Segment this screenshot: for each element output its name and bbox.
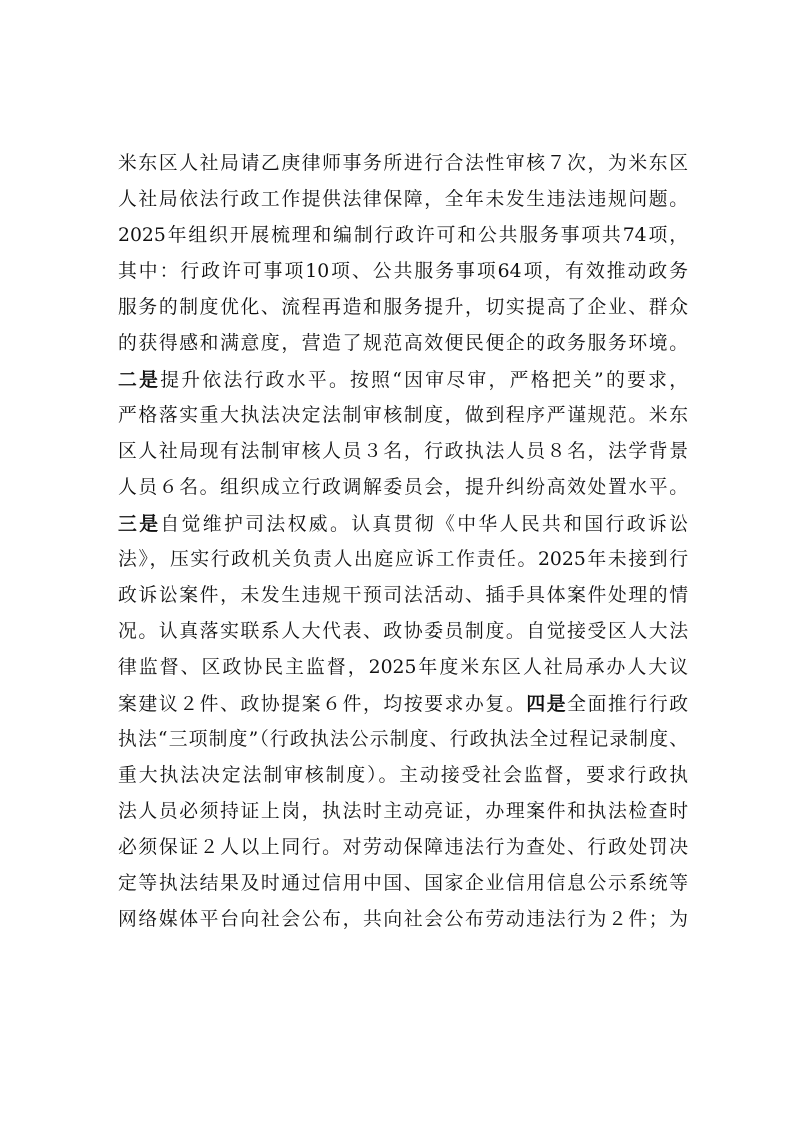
text-line: 人员６名。组织成立行政调解委员会，提升纠纷高效处置水平。 [118, 477, 688, 498]
text-line: 法人员必须持证上岗，执法时主动亮证，办理案件和执法检查时 [118, 801, 688, 822]
point-three-heading: 三是 [118, 513, 161, 535]
text-line: 区人社局现有法制审核人员３名，行政执法人员８名，法学背景 [118, 441, 688, 462]
point-two-heading: 二是 [118, 369, 161, 391]
text-line: 人社局依法行政工作提供法律保障，全年未发生违法违规问题。 [118, 189, 688, 210]
text-line: 网络媒体平台向社会公布，共向社会公布劳动违法行为２件；为 [118, 909, 688, 930]
text-line: 况。认真落实联系人大代表、政协委员制度。自觉接受区人大法 [118, 621, 688, 642]
text-line: 必须保证２人以上同行。对劳动保障违法行为查处、行政处罚决 [118, 837, 688, 858]
text-line: 严格落实重大执法决定法制审核制度，做到程序严谨规范。米东 [118, 405, 688, 426]
point-four-heading: 四是 [526, 693, 568, 715]
text-line: 三是自觉维护司法权威。认真贯彻《中华人民共和国行政诉讼 [118, 513, 689, 535]
body-paragraph [118, 146, 688, 938]
text-line: 二是提升依法行政水平。按照“因审尽审，严格把关”的要求， [118, 369, 689, 391]
text-line: 政诉讼案件，未发生违规干预司法活动、插手具体案件处理的情 [118, 585, 688, 606]
text-line: 定等执法结果及时通过信用中国、国家企业信用信息公示系统等 [118, 873, 688, 894]
text-line: 米东区人社局请乙庚律师事务所进行合法性审核７次，为米东区 [118, 153, 688, 174]
text-line: 重大执法决定法制审核制度）。主动接受社会监督，要求行政执 [118, 765, 688, 786]
text-line: 律监督、区政协民主监督，2025年度米东区人社局承办人大议 [118, 657, 688, 678]
text-line: 执法“三项制度”（行政执法公示制度、行政执法全过程记录制度、 [118, 729, 688, 750]
text-line: 2025年组织开展梳理和编制行政许可和公共服务事项共74项， [118, 225, 688, 246]
text-line: 案建议２件、政协提案６件，均按要求办复。四是全面推行行政 [118, 693, 689, 715]
text-line: 法》，压实行政机关负责人出庭应诉工作责任。2025年未接到行 [118, 549, 688, 570]
text-line: 其中：行政许可事项10项、公共服务事项64项，有效推动政务 [118, 261, 688, 282]
text-line: 的获得感和满意度，营造了规范高效便民便企的政务服务环境。 [118, 333, 688, 354]
text-line: 服务的制度优化、流程再造和服务提升，切实提高了企业、群众 [118, 297, 688, 318]
